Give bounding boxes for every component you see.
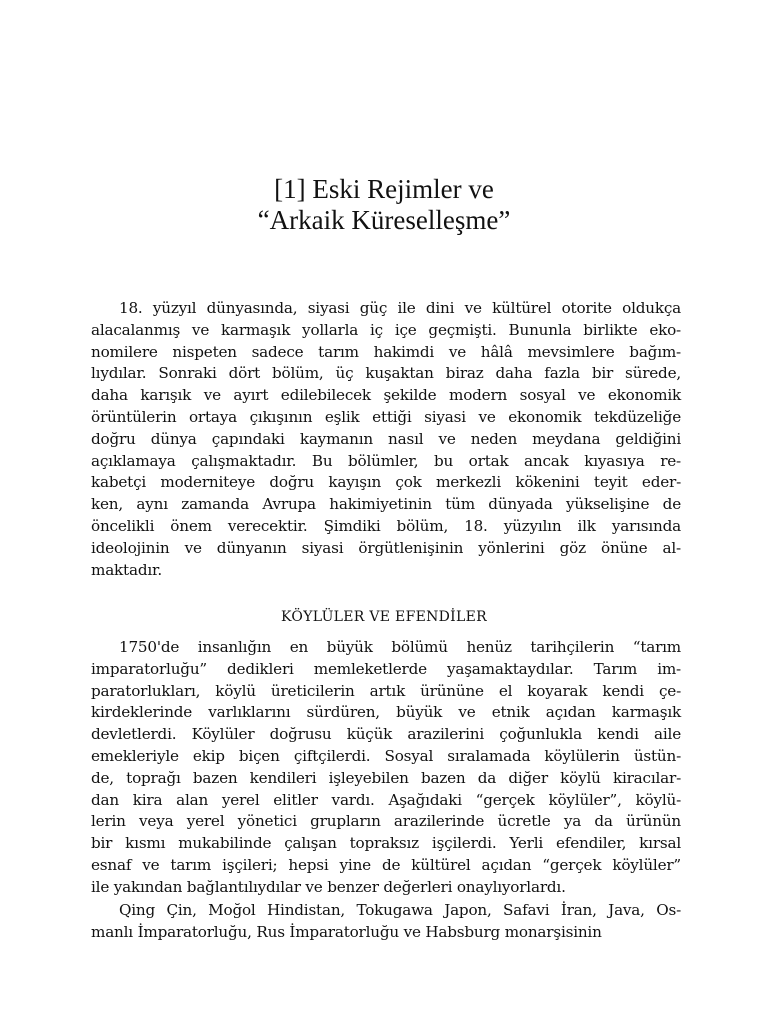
intro-paragraph [91,298,681,581]
section-paragraph-1-line: devletlerdi. Köylüler doğrusu küçük arazilerini çoğunlukla kendi aile [91,725,681,744]
section-paragraph-1-line: imparatorluğu” dedikleri memleketlerde yaşamaktaydılar. Tarım im- [91,659,681,678]
intro-paragraph-line: daha karışık ve ayırt edilebilecek şekilde modern sosyal ve ekonomik [91,386,681,405]
intro-paragraph-line: öncelikli önem verecektir. Şimdiki bölüm, 18. yüzyılın ilk yarısında [91,516,681,535]
section-heading: KÖYLÜLER VE EFENDİLER [281,609,487,625]
section-paragraph-1-line: 1750'de insanlığın en büyük bölümü henüz tarihçilerin “tarım [119,638,681,656]
chapter-title-line-1: [1] Eski Rejimler ve [274,174,494,204]
section-paragraph-1-line: lerin veya yerel yönetici grupların arazilerinde ücretle ya da ürünün [91,812,681,831]
chapter-title-line-2: “Arkaik Küreselleşme” [257,205,511,235]
section-paragraph-1-line: emekleriyle ekip biçen çiftçilerdi. Sosyal sıralamada köylülerin üstün- [91,746,681,765]
section-paragraph-1-line: dan kira alan yerel elitler vardı. Aşağıdaki “gerçek köylüler”, köylü- [91,790,681,809]
section-paragraph-2 [91,900,681,944]
section-paragraph-1 [91,637,681,899]
section-paragraph-2-line: manlı İmparatorluğu, Rus İmparatorluğu ve Habsburg monarşisinin [91,922,602,941]
intro-paragraph-line: açıklamaya çalışmaktadır. Bu bölümler, bu ortak ancak kıyasıya re- [91,451,681,470]
chapter-title [0,174,768,236]
intro-paragraph-line: lıydılar. Sonraki dört bölüm, üç kuşaktan biraz daha fazla bir sürede, [91,364,681,383]
section-paragraph-1-line: paratorlukları, köylü üreticilerin artık ürününe el koyarak kendi çe- [91,681,681,700]
section-paragraph-1-line: de, toprağı bazen kendileri işleyebilen bazen da diğer köylü kiracılar- [91,768,681,787]
intro-paragraph-line: nomilere nispeten sadece tarım hakimdi ve hâlâ mevsimlere bağım- [91,342,681,361]
intro-paragraph-line: 18. yüzyıl dünyasında, siyasi güç ile dini ve kültürel otorite oldukça [119,299,681,317]
section-paragraph-2-line: Qing Çin, Moğol Hindistan, Tokugawa Japon, Safavi İran, Java, Os- [119,901,681,919]
intro-paragraph-line: örüntülerin ortaya çıkışının eşlik ettiği siyasi ve ekonomik tekdüzeliğe [91,407,681,426]
intro-paragraph-line: kabetçi moderniteye doğru kayışın çok merkezli kökenini teyit eder- [91,473,681,492]
intro-paragraph-line: ideolojinin ve dünyanın siyasi örgütlenişinin yönlerini göz önüne al- [91,538,681,557]
section-paragraph-1-line: ile yakından bağlantılıydılar ve benzer değerleri onaylıyorlardı. [91,877,566,896]
section-paragraph-1-line: kirdeklerinde varlıklarını sürdüren, büyük ve etnik açıdan karmaşık [91,703,681,722]
intro-paragraph-line: doğru dünya çapındaki kaymanın nasıl ve neden meydana geldiğini [91,429,681,448]
section-paragraph-1-line: esnaf ve tarım işçileri; hepsi yine de kültürel açıdan “gerçek köylüler” [91,855,681,874]
intro-paragraph-line: alacalanmış ve karmaşık yollarla iç içe geçmişti. Bununla birlikte eko- [91,320,681,339]
intro-paragraph-line: maktadır. [91,560,163,579]
section-paragraph-1-line: bir kısmı mukabilinde çalışan topraksız işçilerdi. Yerli efendiler, kırsal [91,834,681,853]
intro-paragraph-line: ken, aynı zamanda Avrupa hakimiyetinin tüm dünyada yükselişine de [91,495,681,514]
